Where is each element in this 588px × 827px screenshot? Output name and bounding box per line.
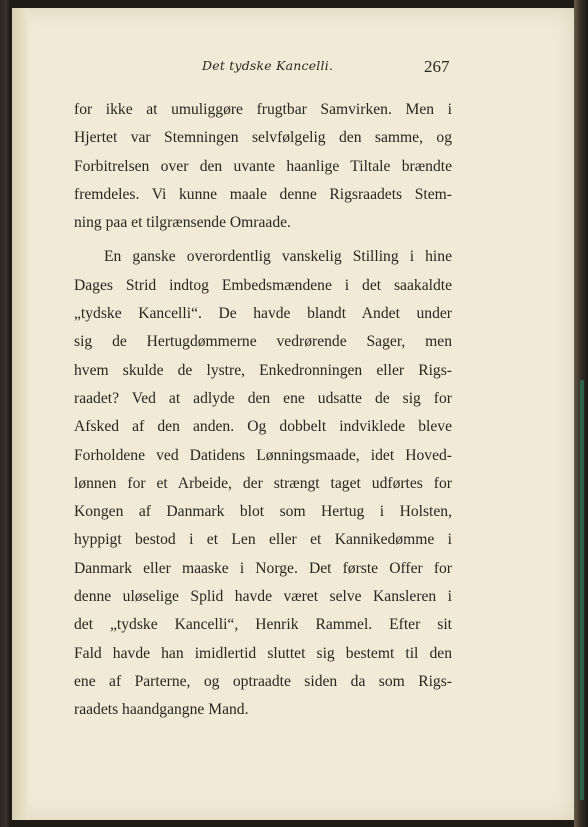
text-line: Kongen af Danmark blot som Hertug i Holsten,: [74, 503, 452, 521]
text-line: „tydske Kancelli“. De havde blandt Andet under: [74, 305, 452, 323]
text-line: fremdeles. Vi kunne maale denne Rigsraadets Stem-: [74, 185, 452, 203]
running-title: Det tydske Kancelli.: [202, 58, 334, 73]
text-line: denne uløselige Splid havde været selve Kansleren i: [74, 588, 452, 606]
bookmark-ribbon: [580, 380, 584, 800]
body-text: [74, 96, 452, 725]
text-line: Danmark eller maaske i Norge. Det første Offer for: [74, 559, 452, 577]
text-line: Forbitrelsen over den uvante haanlige Tiltale brændte: [74, 157, 452, 175]
text-line: hvem skulde de lystre, Enkedronningen eller Rigs-: [74, 361, 452, 379]
text-line: Fald havde han imidlertid sluttet sig bestemt til den: [74, 644, 452, 662]
text-line: Forholdene ved Datidens Lønningsmaade, idet Hoved-: [74, 446, 452, 464]
running-head: [0, 58, 588, 82]
text-line: det „tydske Kancelli“, Henrik Rammel. Efter sit: [74, 616, 452, 634]
text-line: En ganske overordentlig vanskelig Stilling i hine: [104, 248, 452, 266]
page-number: 267: [424, 57, 450, 76]
text-line: raadets haandgangne Mand.: [74, 701, 249, 719]
text-line: ning paa et tilgrænsende Omraade.: [74, 214, 291, 232]
text-line: hyppigt bestod i et Len eller et Kannikedømme i: [74, 531, 452, 549]
text-line: Dages Strid indtog Embedsmændene i det saakaldte: [74, 276, 452, 294]
page-gutter: [12, 8, 28, 820]
text-line: sig de Hertugdømmerne vedrørende Sager, men: [74, 333, 452, 351]
text-line: lønnen for et Arbeide, der strængt taget udførtes for: [74, 474, 452, 492]
text-line: for ikke at umuliggøre frugtbar Samvirken. Men i: [74, 101, 452, 118]
text-line: raadet? Ved at adlyde den ene udsatte de sig for: [74, 389, 452, 407]
text-line: ene af Parterne, og optraadte siden da som Rigs-: [74, 672, 452, 690]
text-line: Afsked af den anden. Og dobbelt indviklede bleve: [74, 418, 452, 436]
text-line: Hjertet var Stemningen selvfølgelig den samme, og: [74, 129, 452, 147]
